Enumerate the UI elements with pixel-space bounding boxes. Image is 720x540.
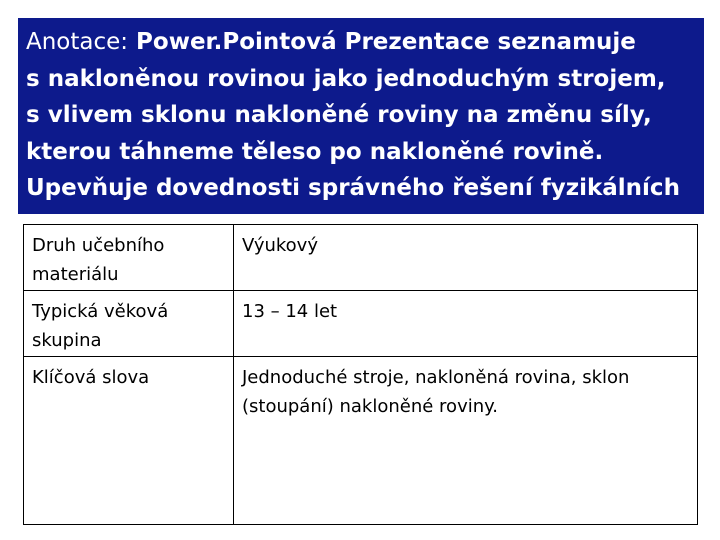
metadata-table [23, 224, 698, 525]
row-value-material-type: Výukový [234, 225, 698, 291]
table-row [24, 357, 698, 525]
row-label-age-group: Typická věková skupina [24, 291, 234, 357]
table-row [24, 225, 698, 291]
annotation-text [26, 24, 704, 207]
row-label-keywords: Klíčová slova [24, 357, 234, 525]
annotation-body: Power.Pointová Prezentace seznamuje s nakloněnou rovinou jako jednoduchým strojem, s vlivem sklonu nakloněné roviny na změnu síly, kterou táhneme těleso po nakloněné rovině. Upevňuje dovednosti správného řešení fyzikálních [26, 29, 680, 201]
annotation-box [18, 18, 704, 214]
row-value-keywords: Jednoduché stroje, nakloněná rovina, sklon (stoupání) nakloněné roviny. [234, 357, 698, 525]
table-row [24, 291, 698, 357]
row-label-material-type: Druh učebního materiálu [24, 225, 234, 291]
row-value-age-group: 13 – 14 let [234, 291, 698, 357]
annotation-label: Anotace: [26, 29, 129, 55]
